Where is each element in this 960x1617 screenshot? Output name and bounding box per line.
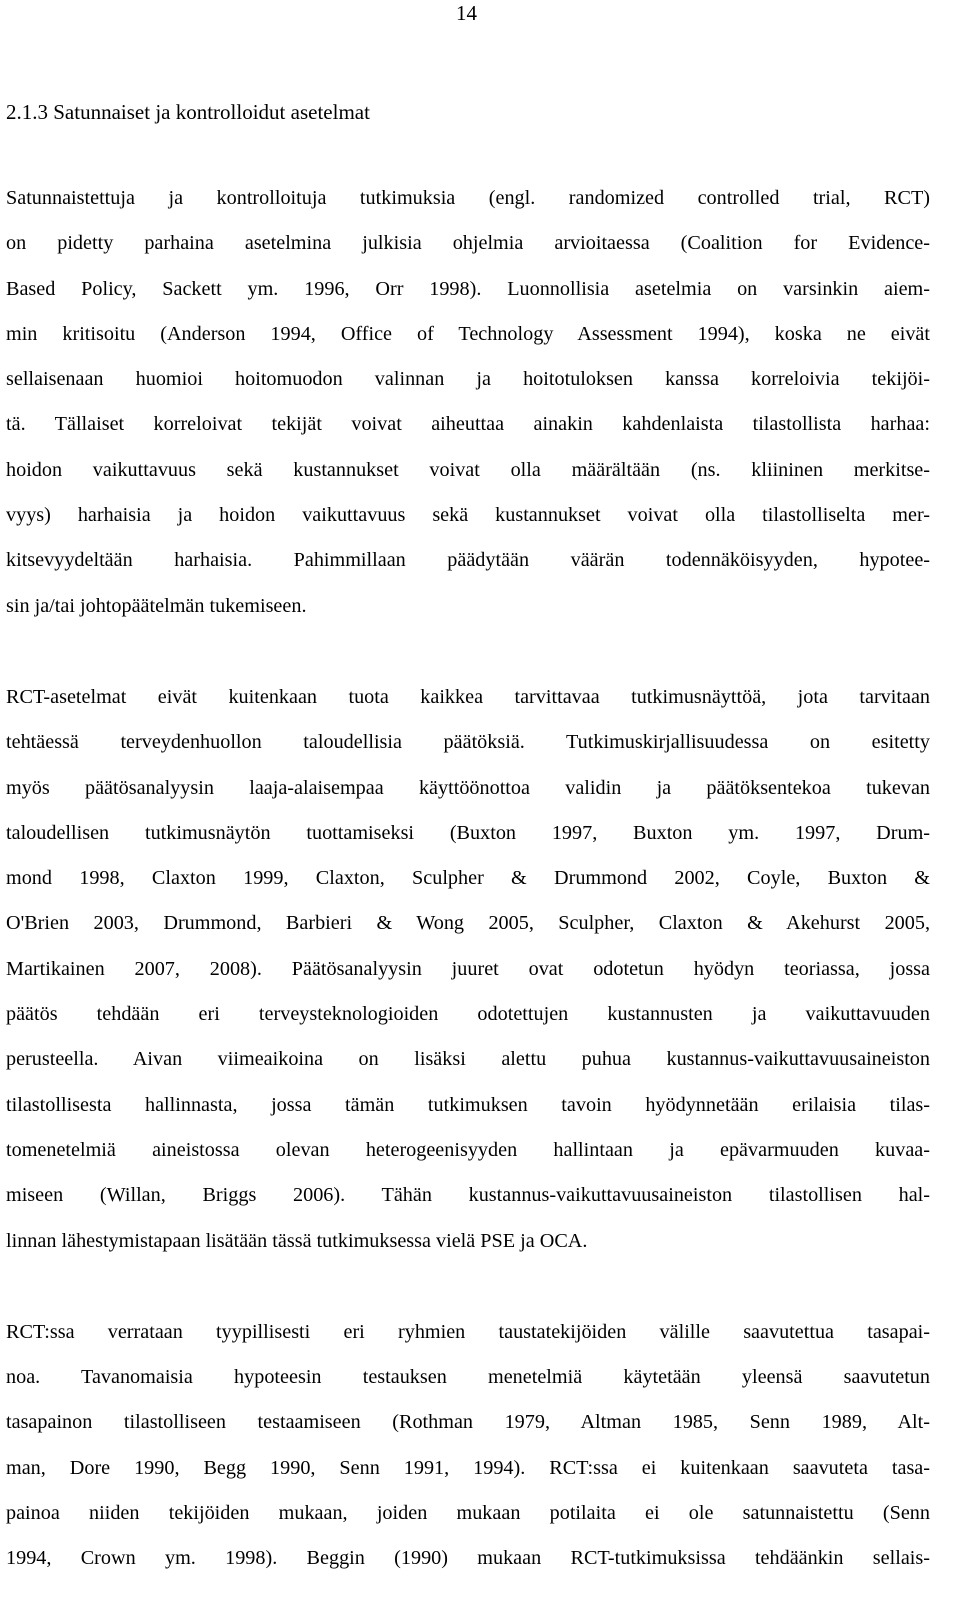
text-line: miseen (Willan, Briggs 2006). Tähän kustannus-vaikuttavuusaineiston tilastollisen hal- <box>6 1184 930 1207</box>
text-line: 1994, Crown ym. 1998). Beggin (1990) mukaan RCT-tutkimuksissa tehdäänkin sellais- <box>6 1547 930 1570</box>
text-line: tomenetelmiä aineistossa olevan heterogeenisyyden hallintaan ja epävarmuuden kuvaa- <box>6 1138 930 1161</box>
text-line: päätös tehdään eri terveysteknologioiden odotettujen kustannusten ja vaikuttavuuden <box>6 1003 930 1026</box>
text-line: sin ja/tai johtopäätelmän tukemiseen. <box>6 594 307 617</box>
text-line: Martikainen 2007, 2008). Päätösanalyysin juuret ovat odotetun hyödyn teoriassa, jossa <box>6 957 930 980</box>
text-line: linnan lähestymistapaan lisätään tässä tutkimuksessa vielä PSE ja OCA. <box>6 1229 588 1252</box>
text-line: Based Policy, Sackett ym. 1996, Orr 1998). Luonnollisia asetelmia on varsinkin aiem- <box>6 277 930 300</box>
paragraph-1 <box>6 176 930 629</box>
text-line: hoidon vaikuttavuus sekä kustannukset voivat olla määrältään (ns. kliininen merkitse- <box>6 458 930 481</box>
text-line: tä. Tällaiset korreloivat tekijät voivat aiheuttaa ainakin kahdenlaista tilastollista harhaa: <box>6 413 930 436</box>
paragraph-3 <box>6 1310 930 1582</box>
text-line: vyys) harhaisia ja hoidon vaikuttavuus sekä kustannukset voivat olla tilastolliselta mer- <box>6 504 930 527</box>
text-line: RCT:ssa verrataan tyypillisesti eri ryhmien taustatekijöiden välille saavutettua tasapai- <box>6 1320 930 1343</box>
text-line: RCT-asetelmat eivät kuitenkaan tuota kaikkea tarvittavaa tutkimusnäyttöä, jota tarvitaan <box>6 685 930 708</box>
text-line: O'Brien 2003, Drummond, Barbieri & Wong 2005, Sculpher, Claxton & Akehurst 2005, <box>6 912 930 935</box>
text-line: mond 1998, Claxton 1999, Claxton, Sculpher & Drummond 2002, Coyle, Buxton & <box>6 867 930 890</box>
text-line: painoa niiden tekijöiden mukaan, joiden mukaan potilaita ei ole satunnaistettu (Senn <box>6 1502 930 1525</box>
text-line: perusteella. Aivan viimeaikoina on lisäksi alettu puhua kustannus-vaikuttavuusaineiston <box>6 1048 930 1071</box>
paragraph-2 <box>6 675 930 1264</box>
text-line: Satunnaistettuja ja kontrolloituja tutkimuksia (engl. randomized controlled trial, RCT) <box>6 187 930 209</box>
text-line: man, Dore 1990, Begg 1990, Senn 1991, 1994). RCT:ssa ei kuitenkaan saavuteta tasa- <box>6 1456 930 1479</box>
text-line: noa. Tavanomaisia hypoteesin testauksen menetelmiä käytetään yleensä saavutetun <box>6 1366 930 1389</box>
text-line: myös päätösanalyysin laaja-alaisempaa käyttöönottoa validin ja päätöksentekoa tukevan <box>6 776 930 799</box>
section-heading: 2.1.3 Satunnaiset ja kontrolloidut asetelmat <box>6 100 370 124</box>
text-line: sellaisenaan huomioi hoitomuodon valinnan ja hoitotuloksen kanssa korreloivia tekijöi- <box>6 368 930 391</box>
text-line: tilastollisesta hallinnasta, jossa tämän tutkimuksen tavoin hyödynnetään erilaisia tilas- <box>6 1093 930 1116</box>
body-text <box>6 176 930 1582</box>
text-line: on pidetty parhaina asetelmina julkisia ohjelmia arvioitaessa (Coalition for Evidence- <box>6 232 930 255</box>
text-line: taloudellisen tutkimusnäytön tuottamiseksi (Buxton 1997, Buxton ym. 1997, Drum- <box>6 821 930 844</box>
text-line: tehtäessä terveydenhuollon taloudellisia päätöksiä. Tutkimuskirjallisuudessa on esitetty <box>6 731 930 754</box>
text-line: tasapainon tilastolliseen testaamiseen (Rothman 1979, Altman 1985, Senn 1989, Alt- <box>6 1411 930 1434</box>
text-line: kitsevyydeltään harhaisia. Pahimmillaan päädytään väärän todennäköisyyden, hypotee- <box>6 549 930 572</box>
text-line: min kritisoitu (Anderson 1994, Office of Technology Assessment 1994), koska ne eivät <box>6 322 930 345</box>
page-number: 14 <box>456 1 477 25</box>
